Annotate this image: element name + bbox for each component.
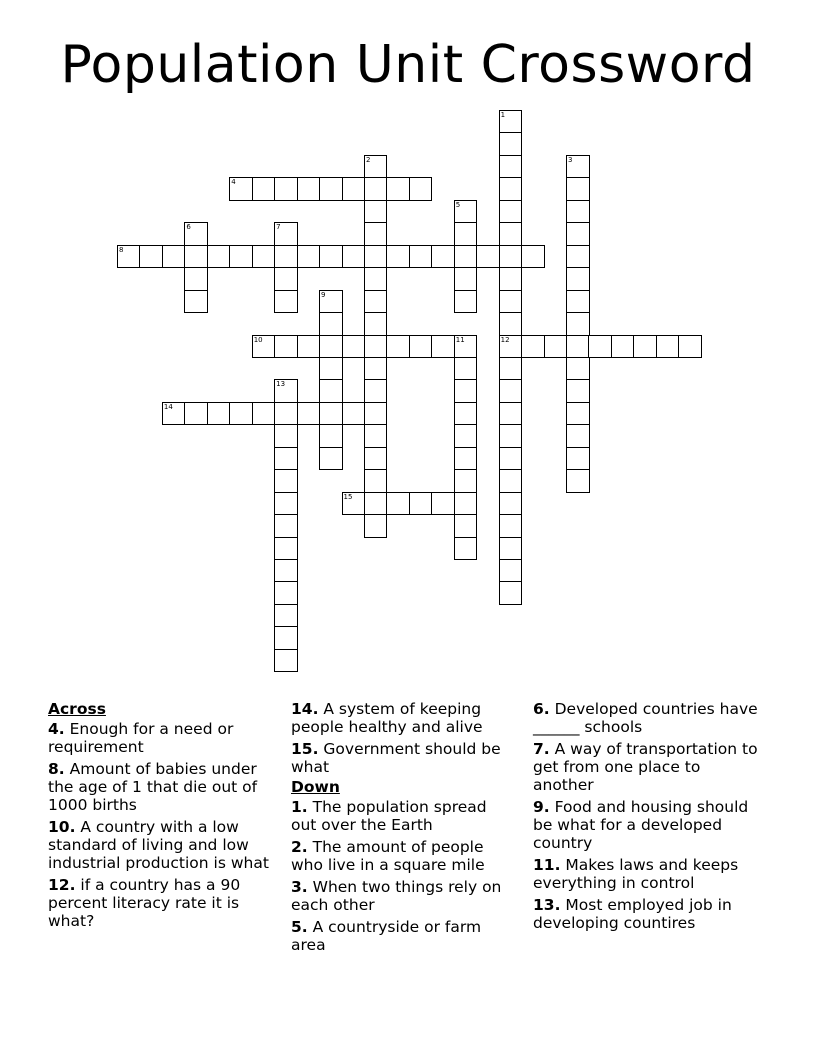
clue-text: Amount of babies under the age of 1 that die out of 1000 births [48, 760, 258, 814]
crossword-cell[interactable] [274, 379, 298, 403]
clue-text: A way of transportation to get from one place to another [533, 740, 758, 794]
clue-down-5 [291, 918, 516, 954]
crossword-cell[interactable] [274, 514, 298, 538]
crossword-cell[interactable] [364, 424, 388, 448]
crossword-cell[interactable] [454, 514, 478, 538]
crossword-cell[interactable] [454, 335, 478, 359]
clue-text: A system of keeping people healthy and alive [291, 700, 483, 736]
crossword-cell[interactable] [454, 245, 478, 269]
crossword-cell[interactable] [499, 177, 523, 201]
clue-number: 9. [533, 798, 550, 816]
crossword-cell[interactable] [386, 492, 410, 516]
crossword-cell[interactable] [499, 379, 523, 403]
crossword-cell[interactable] [566, 200, 590, 224]
crossword-cell[interactable] [274, 537, 298, 561]
crossword-cell[interactable] [297, 245, 321, 269]
crossword-cell[interactable] [319, 290, 343, 314]
crossword-cell[interactable] [274, 245, 298, 269]
crossword-cell[interactable] [184, 267, 208, 291]
clue-across-14 [291, 700, 516, 736]
crossword-cell[interactable] [566, 357, 590, 381]
crossword-cell[interactable] [656, 335, 680, 359]
crossword-cell[interactable] [364, 222, 388, 246]
crossword-cell[interactable] [364, 379, 388, 403]
crossword-cell[interactable] [566, 379, 590, 403]
crossword-cell[interactable] [566, 447, 590, 471]
clue-number: 5. [291, 918, 308, 936]
clues-column-3 [533, 700, 761, 936]
crossword-cell[interactable] [184, 245, 208, 269]
crossword-cell[interactable] [566, 402, 590, 426]
crossword-cell[interactable] [274, 559, 298, 583]
cell-number: 11 [455, 335, 465, 344]
clue-number: 14. [291, 700, 319, 718]
crossword-cell[interactable] [499, 581, 523, 605]
crossword-cell[interactable] [162, 245, 186, 269]
crossword-cell[interactable] [499, 132, 523, 156]
crossword-cell[interactable] [364, 312, 388, 336]
clue-down-9 [533, 798, 761, 852]
crossword-cell[interactable] [364, 492, 388, 516]
crossword-cell[interactable] [319, 379, 343, 403]
crossword-cell[interactable] [229, 177, 253, 201]
cell-number: 15 [343, 492, 353, 501]
crossword-cell[interactable] [274, 626, 298, 650]
crossword-cell[interactable] [499, 245, 523, 269]
crossword-cell[interactable] [431, 245, 455, 269]
crossword-cell[interactable] [544, 335, 568, 359]
clue-number: 15. [291, 740, 319, 758]
crossword-cell[interactable] [454, 447, 478, 471]
clue-down-7 [533, 740, 761, 794]
clue-text: if a country has a 90 percent literacy rate it is what? [48, 876, 241, 930]
clue-down-2 [291, 838, 516, 874]
crossword-cell[interactable] [274, 267, 298, 291]
clue-across-10 [48, 818, 280, 872]
clue-number: 3. [291, 878, 308, 896]
crossword-cell[interactable] [274, 492, 298, 516]
crossword-cell[interactable] [499, 200, 523, 224]
clue-down-6 [533, 700, 761, 736]
clue-number: 13. [533, 896, 561, 914]
clue-number: 7. [533, 740, 550, 758]
crossword-cell[interactable] [499, 155, 523, 179]
clue-number: 8. [48, 760, 65, 778]
page-title: Population Unit Crossword [60, 35, 756, 95]
crossword-cell[interactable] [454, 379, 478, 403]
crossword-cell[interactable] [431, 335, 455, 359]
crossword-cell[interactable] [274, 581, 298, 605]
clue-text: Government should be what [291, 740, 501, 776]
crossword-cell[interactable] [274, 177, 298, 201]
clue-number: 10. [48, 818, 76, 836]
clue-text: Developed countries have ______ schools [533, 700, 758, 736]
crossword-cell[interactable] [566, 335, 590, 359]
cell-number: 6 [186, 223, 191, 232]
crossword-cell[interactable] [499, 290, 523, 314]
crossword-cell[interactable] [454, 357, 478, 381]
crossword-cell[interactable] [678, 335, 702, 359]
crossword-cell[interactable] [229, 402, 253, 426]
crossword-cell[interactable] [364, 177, 388, 201]
crossword-cell[interactable] [184, 402, 208, 426]
across-heading: Across [48, 700, 106, 718]
crossword-cell[interactable] [499, 514, 523, 538]
clue-text: A countryside or farm area [291, 918, 482, 954]
crossword-cell[interactable] [499, 559, 523, 583]
crossword-cell[interactable] [319, 245, 343, 269]
crossword-cell[interactable] [274, 604, 298, 628]
crossword-cell[interactable] [454, 424, 478, 448]
crossword-cell[interactable] [319, 447, 343, 471]
crossword-cell[interactable] [566, 469, 590, 493]
crossword-cell[interactable] [454, 469, 478, 493]
clue-across-12 [48, 876, 280, 930]
crossword-cell[interactable] [499, 267, 523, 291]
crossword-cell[interactable] [454, 537, 478, 561]
down-heading: Down [291, 778, 340, 796]
clue-down-1 [291, 798, 516, 834]
crossword-cell[interactable] [499, 469, 523, 493]
clue-across-4 [48, 720, 280, 756]
crossword-cell[interactable] [499, 110, 523, 134]
crossword-cell[interactable] [386, 335, 410, 359]
cell-number: 14 [163, 402, 173, 411]
crossword-cell[interactable] [139, 245, 163, 269]
crossword-cell[interactable] [566, 155, 590, 179]
crossword-cell[interactable] [454, 492, 478, 516]
clue-number: 4. [48, 720, 65, 738]
crossword-cell[interactable] [588, 335, 612, 359]
crossword-cell[interactable] [252, 335, 276, 359]
crossword-cell[interactable] [274, 469, 298, 493]
crossword-cell[interactable] [364, 469, 388, 493]
crossword-cell[interactable] [364, 290, 388, 314]
cell-number: 5 [455, 200, 461, 209]
clue-down-13 [533, 896, 761, 932]
crossword-cell[interactable] [364, 514, 388, 538]
clue-across-15 [291, 740, 516, 776]
crossword-cell[interactable] [431, 492, 455, 516]
crossword-cell[interactable] [364, 402, 388, 426]
crossword-cell[interactable] [386, 177, 410, 201]
crossword-cell[interactable] [274, 447, 298, 471]
crossword-cell[interactable] [319, 312, 343, 336]
crossword-cell[interactable] [342, 492, 366, 516]
crossword-cell[interactable] [252, 177, 276, 201]
cell-number: 8 [119, 245, 124, 254]
cell-number: 2 [365, 155, 371, 164]
crossword-cell[interactable] [364, 155, 388, 179]
crossword-cell[interactable] [364, 200, 388, 224]
crossword-cell[interactable] [454, 290, 478, 314]
clue-text: Food and housing should be what for a developed country [533, 798, 749, 852]
clue-text: The population spread out over the Earth [291, 798, 487, 834]
crossword-cell[interactable] [499, 537, 523, 561]
clue-text: Enough for a need or requirement [48, 720, 234, 756]
crossword-cell[interactable] [476, 245, 500, 269]
cell-number: 12 [500, 335, 510, 344]
crossword-cell[interactable] [319, 357, 343, 381]
clue-text: Makes laws and keeps everything in control [533, 856, 739, 892]
crossword-cell[interactable] [162, 402, 186, 426]
crossword-cell[interactable] [454, 402, 478, 426]
crossword-cell[interactable] [342, 402, 366, 426]
clue-number: 11. [533, 856, 561, 874]
crossword-cell[interactable] [229, 245, 253, 269]
crossword-cell[interactable] [364, 357, 388, 381]
crossword-cell[interactable] [454, 222, 478, 246]
clue-across-8 [48, 760, 280, 814]
crossword-cell[interactable] [274, 290, 298, 314]
crossword-cell[interactable] [342, 335, 366, 359]
clue-number: 6. [533, 700, 550, 718]
clue-number: 2. [291, 838, 308, 856]
crossword-cell[interactable] [454, 200, 478, 224]
crossword-cell[interactable] [409, 335, 433, 359]
crossword-cell[interactable] [274, 424, 298, 448]
clue-text: A country with a low standard of living and low industrial production is what [48, 818, 269, 872]
crossword-cell[interactable] [319, 335, 343, 359]
clue-text: When two things rely on each other [291, 878, 502, 914]
clue-number: 12. [48, 876, 76, 894]
crossword-cell[interactable] [521, 245, 545, 269]
crossword-cell[interactable] [409, 492, 433, 516]
crossword-cell[interactable] [274, 649, 298, 673]
crossword-cell[interactable] [521, 335, 545, 359]
crossword-cell[interactable] [274, 402, 298, 426]
crossword-cell[interactable] [409, 177, 433, 201]
crossword-cell[interactable] [274, 335, 298, 359]
cell-number: 1 [500, 111, 506, 119]
cell-number: 7 [276, 223, 281, 232]
crossword-cell[interactable] [297, 177, 321, 201]
crossword-cell[interactable] [297, 335, 321, 359]
crossword-cell[interactable] [319, 177, 343, 201]
crossword-cell[interactable] [364, 335, 388, 359]
crossword-cell[interactable] [342, 177, 366, 201]
crossword-cell[interactable] [499, 222, 523, 246]
crossword-cell[interactable] [342, 245, 366, 269]
clue-number: 1. [291, 798, 308, 816]
crossword-cell[interactable] [633, 335, 657, 359]
crossword-cell[interactable] [207, 402, 231, 426]
crossword-cell[interactable] [499, 335, 523, 359]
crossword-cell[interactable] [499, 402, 523, 426]
crossword-cell[interactable] [364, 245, 388, 269]
crossword-cell[interactable] [499, 424, 523, 448]
crossword-cell[interactable] [364, 447, 388, 471]
clue-down-11 [533, 856, 761, 892]
clues-column-2 [291, 700, 516, 958]
crossword-cell[interactable] [566, 267, 590, 291]
crossword-cell[interactable] [566, 290, 590, 314]
cell-number: 10 [253, 335, 263, 344]
crossword-cell[interactable] [499, 312, 523, 336]
clue-down-3 [291, 878, 516, 914]
clues-column-1 [48, 700, 280, 934]
cell-number: 13 [276, 380, 286, 389]
crossword-cell[interactable] [499, 357, 523, 381]
clue-text: The amount of people who live in a square mile [291, 838, 485, 874]
crossword-cell[interactable] [297, 402, 321, 426]
crossword-cell[interactable] [611, 335, 635, 359]
cell-number: 9 [321, 290, 326, 299]
crossword-cell[interactable] [184, 290, 208, 314]
crossword-cell[interactable] [319, 424, 343, 448]
crossword-cell[interactable] [566, 177, 590, 201]
crossword-cell[interactable] [207, 245, 231, 269]
crossword-cell[interactable] [252, 245, 276, 269]
crossword-cell[interactable] [454, 267, 478, 291]
crossword-cell[interactable] [566, 312, 590, 336]
crossword-cell[interactable] [274, 222, 298, 246]
crossword-cell[interactable] [499, 492, 523, 516]
crossword-cell[interactable] [499, 447, 523, 471]
crossword-cell[interactable] [566, 222, 590, 246]
crossword-cell[interactable] [184, 222, 208, 246]
crossword-cell[interactable] [364, 267, 388, 291]
cell-number: 4 [231, 178, 236, 187]
clue-text: Most employed job in developing countires [533, 896, 732, 932]
crossword-cell[interactable] [252, 402, 276, 426]
crossword-cell[interactable] [409, 245, 433, 269]
crossword-cell[interactable] [386, 245, 410, 269]
crossword-cell[interactable] [117, 245, 141, 269]
cell-number: 3 [568, 155, 573, 164]
crossword-cell[interactable] [566, 245, 590, 269]
crossword-cell[interactable] [566, 424, 590, 448]
crossword-cell[interactable] [319, 402, 343, 426]
